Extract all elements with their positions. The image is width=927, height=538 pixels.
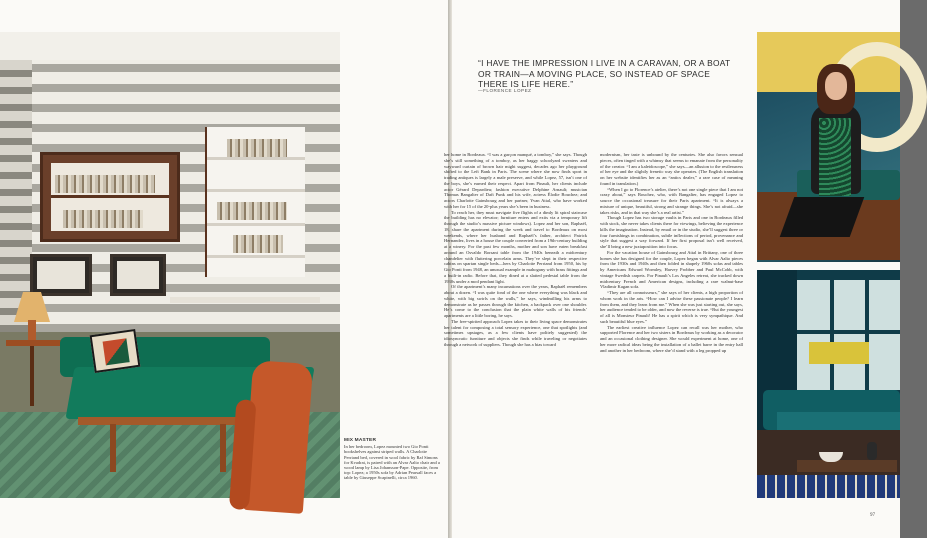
desk-ledge: [170, 297, 320, 303]
text-column-b: [600, 152, 743, 353]
caption-text: In her bedroom, Lopez mounted two Gio Ponti bookshelves against striped walls. A Charlotte Perriand bed, covered in wool fabric by Raf Simons for Kvadrat, is paired with an Alvar Aalto chair and a wood lamp by Lisa Johansson-Pape. Opposite, from top: Lopez; a 1950s sofa by Adrian Pearsall faces a table by Giuseppe Scapinelli, circa 1960.: [344, 444, 440, 481]
paragraph: Of the apartment’s many incarnations over the years, Raphaël remembers about a dozen. “I was quite fond of the one where everything was black and white, with big swirls on the walls,” he says, windmilling his arms to demonstrate as he passes through the kitchen, a backpack over one shoulder. He’s come to the conclusion that the plain white walls of his friends’ apartments are a little boring, he says.: [444, 284, 587, 318]
orange-chair: [243, 360, 313, 514]
page-number: 97: [870, 513, 875, 518]
bookshelf: [40, 152, 180, 242]
coffee-table: [797, 460, 897, 472]
paragraph: “When I go to Florence’s atelier, there’s not one single piece that I am not crazy about,” says Bouchez, who, with Bangalter, has engaged Lopez to source the occasional treasure for their Paris apartment. “It is always a mixture of unique, beautiful, strong and strange things. She’s not afraid—she takes risks, and in that way she’s a real artist.”: [600, 186, 743, 215]
wall-shelves: [205, 127, 305, 277]
paragraph: The free-spirited approach Lopez takes to their living space demonstrates her talent for composing a total sensory experience, one that spotlights (and sometimes upstages, as a few clients have politely suggested) the idiosyncratic furniture and objects she finds while traveling or negotiates through a network of suppliers. Though she has a bias toward: [444, 318, 587, 347]
paragraph: modernism, her taste is unbound by the centuries. She also favors sensual pieces, often tinged with a whimsy that seems to emanate from the personality of the creator. “I am a kaleidoscope,” she says—an allusion to the restlessness of her eye and the slightly frenetic way she operates. (The English translation on her website identifies her as an “antics dealer,” a rare case of meaning found in translation.): [600, 152, 743, 186]
text-column-a: [444, 152, 587, 348]
paragraph: The earliest creative influence Lopez can recall was her mother, who supported Florence and her two sisters in Bordeaux by working as a decorator and an occasional clothing designer. She would experiment at home, one of her more radical ideas being the installation of a ballet barre in the entry hall and another in her bedroom, where she’d stand with a leg propped up: [600, 324, 743, 353]
living-room-photo: [757, 270, 900, 498]
paragraph: her home in Bordeaux. “I was a garçon manqué, a tomboy,” she says. Though she’s still something of a tomboy, as her baggy schoolyard sweaters and wayward curtain of brown hair might suggest, decades ago her playground shifted to the Left Bank in Paris. The scene where she now finds sport in trading antiques is largely a male preserve, and while Lopez, 57, isn’t one of the boys, she’s earned their respect. Apart from Pinault, her clients include actor Gérard Depardieu; fashion executive Delphine Arnault; musician Thomas Bangalter of Daft Punk and his wife, actress Élodie Bouchez; and actors Charlotte Gainsbourg and her partner, Yvan Attal, who have worked with her for 15 of the 20-plus years she’s been in business.: [444, 152, 587, 209]
lamp-base: [28, 320, 36, 342]
blue-rug: [757, 475, 900, 498]
ceiling: [0, 32, 340, 60]
photo-caption: [344, 438, 440, 481]
right-page: [444, 0, 900, 538]
paragraph: “They are all connoisseurs,” she says of her clients, a high proportion of whom work in the arts. “How can I advise these passionate people? I learn from them, and they learn from me.” When she was just starting out, she says, her audience tended to be older, and now the reverse is true. “But the youngest of all is Monsieur Pinault! He has a spirit which is very sympathique. And such beautiful blue eyes.”: [600, 290, 743, 324]
pillow: [90, 329, 141, 373]
quote-attribution: —FLORENCE LOPEZ: [478, 88, 532, 93]
side-table: [6, 340, 64, 346]
bedroom-photo: [0, 32, 340, 498]
paragraph: Though Lopez has two storage vaults in Paris and one in Bordeaux filled with stock, she never takes clients there for viewings, believing the experience kills the imagination. Instead, by email or in the studio, she’ll suggest three or four furnishings in combination, subtle inflections of period, provenance and style that suggest a way forward. If her first proposal isn’t well received, she’ll bring a new juxtaposition into focus.: [600, 215, 743, 249]
framed-art-left: [30, 254, 92, 296]
pull-quote: “I HAVE THE IMPRESSION I LIVE IN A CARAVAN, OR A BOAT OR TRAIN—A MOVING PLACE, SO INSTEAD OF SPACE THERE IS LIFE HERE.”: [478, 58, 731, 90]
window: [797, 280, 900, 390]
portrait-photo: [757, 32, 900, 260]
yellow-panel: [809, 342, 869, 364]
paragraph: To reach her, they must navigate five flights of a dimly lit spiral staircase the building has no elevator; furniture enters and exits via a temporary lift through the studio’s massive picture windows). Lopez and her son, Raphaël, 18, share the apartment during the week and travel to Bordeaux on most weekends, where her husband and Raphaël’s father, architect Patrick Hernandez, lives in a house the couple converted from a 19th-century building at a winery. For the past few months, mother and son have eaten breakfast around an Osvaldo Borsani table from the 1940s beneath a midcentury chandelier with fluttering porcelain arms. They’ve slept in their respective cabins on spartan single beds—hers by Charlotte Perriand from 1950, his by Gio Ponti from 1948, an unusual example in mahogany with brass fittings and a built-in radio. Before that, they dined at a slatted pedestal table from the 1930s under a mod pendant light.: [444, 209, 587, 284]
paragraph: For the vacation house of Gainsbourg and Attal in Brittany, one of three homes she has designed for the couple, Lopez began with Alvar Aalto pieces from the 1930s and 1940s and then folded in shapely 1960s sofas and tables by Americans Edward Wormley, Harvey Probber and Paul McCobb, with vintage Swedish carpets. For Pinault’s Los Angeles retreat, she tracked down midcentury French and American designs, including a rare walnut-base Vladimir Kagan sofa.: [600, 249, 743, 290]
caption-title: MIX MASTER: [344, 438, 377, 443]
vase: [867, 442, 877, 460]
framed-art-right: [110, 254, 166, 296]
left-page: [0, 0, 448, 538]
